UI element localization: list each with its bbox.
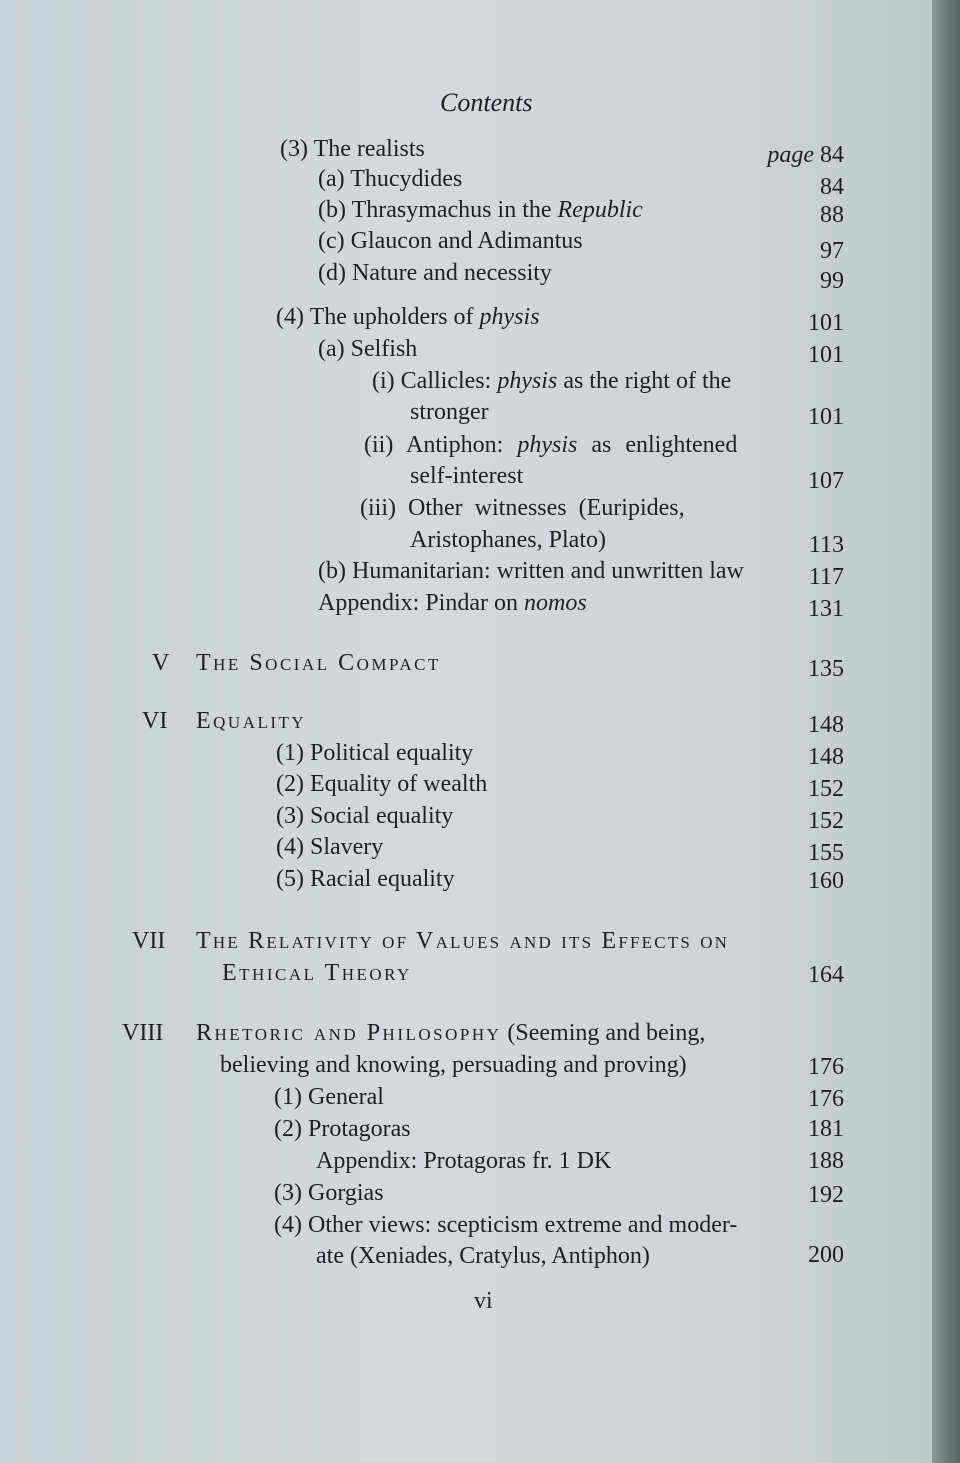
page-number: 97 — [820, 238, 844, 264]
toc-entry[interactable] — [276, 832, 383, 862]
toc-entry[interactable] — [274, 1178, 384, 1208]
chapter-subtitle: (Seeming and being, — [507, 1020, 706, 1046]
chapter-title[interactable]: The Social Compact — [196, 650, 441, 676]
page-number: 148 — [808, 712, 844, 738]
entry-italic: physis — [517, 432, 578, 458]
page-number: 117 — [808, 564, 844, 590]
page-number: 113 — [808, 532, 844, 558]
entry-text: Social equality — [309, 803, 454, 829]
page-number: 101 — [808, 404, 844, 430]
page-number: 99 — [820, 268, 844, 294]
entry-text: Thrasymachus in the — [351, 197, 552, 223]
entry-number: (ii) — [364, 432, 394, 458]
chapter-heading[interactable] — [196, 1018, 705, 1048]
entry-text: Thucydides — [350, 166, 463, 192]
toc-entry[interactable] — [318, 556, 744, 586]
page-number: 176 — [808, 1086, 844, 1112]
entry-text: Appendix: Pindar on — [318, 590, 518, 616]
toc-entry[interactable] — [280, 134, 425, 164]
toc-entry[interactable] — [276, 769, 487, 799]
page-number: 164 — [808, 962, 844, 988]
entry-number: (1) — [274, 1084, 302, 1110]
entry-text: General — [307, 1084, 384, 1110]
entry-number: (a) — [318, 336, 345, 362]
entry-text: Protagoras — [307, 1116, 411, 1142]
chapter-title[interactable]: Equality — [196, 708, 307, 734]
toc-entry[interactable] — [318, 258, 552, 288]
entry-text: The realists — [313, 136, 425, 162]
entry-italic: Republic — [557, 197, 643, 223]
entry-text: Political equality — [309, 740, 474, 766]
toc-entry[interactable] — [276, 302, 540, 332]
entry-italic: nomos — [523, 590, 587, 616]
entry-number: (c) — [318, 228, 345, 254]
page-label: page — [767, 142, 814, 168]
entry-number: (3) — [274, 1180, 302, 1206]
entry-number: (b) — [318, 197, 346, 223]
entry-text: Selfish — [350, 336, 418, 362]
page-number: 152 — [808, 776, 844, 802]
entry-number: (iii) — [360, 495, 396, 521]
page-number: 192 — [808, 1182, 844, 1208]
page-number: 101 — [808, 342, 844, 368]
toc-entry[interactable] — [318, 226, 583, 256]
page-number: 176 — [808, 1054, 844, 1080]
entry-continuation: self-interest — [410, 463, 524, 489]
page-number: 101 — [808, 310, 844, 336]
page-number: 148 — [808, 744, 844, 770]
page-number: 135 — [808, 656, 844, 682]
page-number: page 84 — [767, 142, 844, 168]
chapter-numeral: VII — [132, 928, 166, 954]
entry-number: (b) — [318, 558, 346, 584]
entry-text: Racial equality — [309, 866, 455, 892]
page-number: 181 — [808, 1116, 844, 1142]
entry-text: Gorgias — [307, 1180, 384, 1206]
page-number: 131 — [808, 596, 844, 622]
page-edge — [932, 0, 960, 1463]
entry-text: Humanitarian: written and unwritten law — [351, 558, 744, 584]
entry-number: (4) — [276, 304, 304, 330]
page-number: 160 — [808, 868, 844, 894]
toc-entry[interactable] — [274, 1210, 737, 1240]
entry-continuation: stronger — [410, 399, 489, 425]
toc-entry[interactable] — [274, 1114, 411, 1144]
toc-entry[interactable] — [316, 1146, 611, 1176]
chapter-numeral: V — [152, 650, 170, 676]
entry-text: Other witnesses (Euripides, — [408, 495, 685, 521]
entry-number: (d) — [318, 260, 346, 286]
entry-number: (3) — [280, 136, 308, 162]
chapter-title-continuation: Ethical Theory — [222, 960, 412, 986]
entry-text: Callicles: — [400, 368, 492, 394]
toc-entry[interactable] — [274, 1082, 384, 1112]
chapter-subtitle-continuation: believing and knowing, persuading and proving) — [220, 1052, 687, 1078]
entry-number: (4) — [276, 834, 304, 860]
toc-entry[interactable] — [318, 195, 643, 225]
toc-entry[interactable] — [372, 366, 731, 396]
entry-italic: physis — [497, 368, 558, 394]
entry-text: Equality of wealth — [309, 771, 488, 797]
entry-number: (2) — [274, 1116, 302, 1142]
toc-entry[interactable] — [276, 738, 473, 768]
chapter-title: Rhetoric and Philosophy — [196, 1020, 502, 1046]
chapter-title[interactable]: The Relativity of Values and its Effects on — [196, 928, 730, 954]
entry-continuation: Aristophanes, Plato) — [410, 527, 606, 553]
chapter-numeral: VIII — [122, 1020, 164, 1046]
entry-continuation: ate (Xeniades, Cratylus, Antiphon) — [316, 1243, 650, 1269]
page-number: 188 — [808, 1148, 844, 1174]
page-number: 88 — [820, 202, 844, 228]
entry-text: Glaucon and Adimantus — [350, 228, 583, 254]
entry-number: (5) — [276, 866, 304, 892]
entry-text: as the right of the — [563, 368, 732, 394]
page-number: 155 — [808, 840, 844, 866]
page-number: 107 — [808, 468, 844, 494]
entry-number: (4) — [274, 1212, 302, 1238]
toc-entry[interactable] — [276, 864, 455, 894]
entry-text: Slavery — [309, 834, 384, 860]
entry-text: Antiphon: — [406, 432, 504, 458]
entry-text: Appendix: Protagoras fr. 1 DK — [316, 1148, 612, 1174]
entry-italic: physis — [479, 304, 540, 330]
entry-text: as enlightened — [591, 432, 738, 458]
entry-text: Other views: scepticism extreme and moder- — [307, 1212, 738, 1238]
entry-text: The upholders of — [309, 304, 474, 330]
chapter-numeral: VI — [142, 708, 168, 734]
entry-number: (a) — [318, 166, 345, 192]
page-number: 84 — [820, 174, 844, 200]
toc-entry[interactable] — [364, 430, 737, 460]
page-number: 152 — [808, 808, 844, 834]
folio: vi — [474, 1288, 493, 1314]
entry-number: (i) — [372, 368, 395, 394]
entry-number: (2) — [276, 771, 304, 797]
entry-text: Nature and necessity — [351, 260, 552, 286]
toc-entry[interactable] — [318, 164, 462, 194]
toc-entry[interactable] — [360, 493, 685, 523]
toc-entry[interactable] — [318, 588, 587, 618]
page-title: Contents — [440, 88, 533, 117]
toc-entry[interactable] — [318, 334, 417, 364]
entry-number: (1) — [276, 740, 304, 766]
page-number: 200 — [808, 1242, 844, 1268]
entry-number: (3) — [276, 803, 304, 829]
toc-entry[interactable] — [276, 801, 453, 831]
